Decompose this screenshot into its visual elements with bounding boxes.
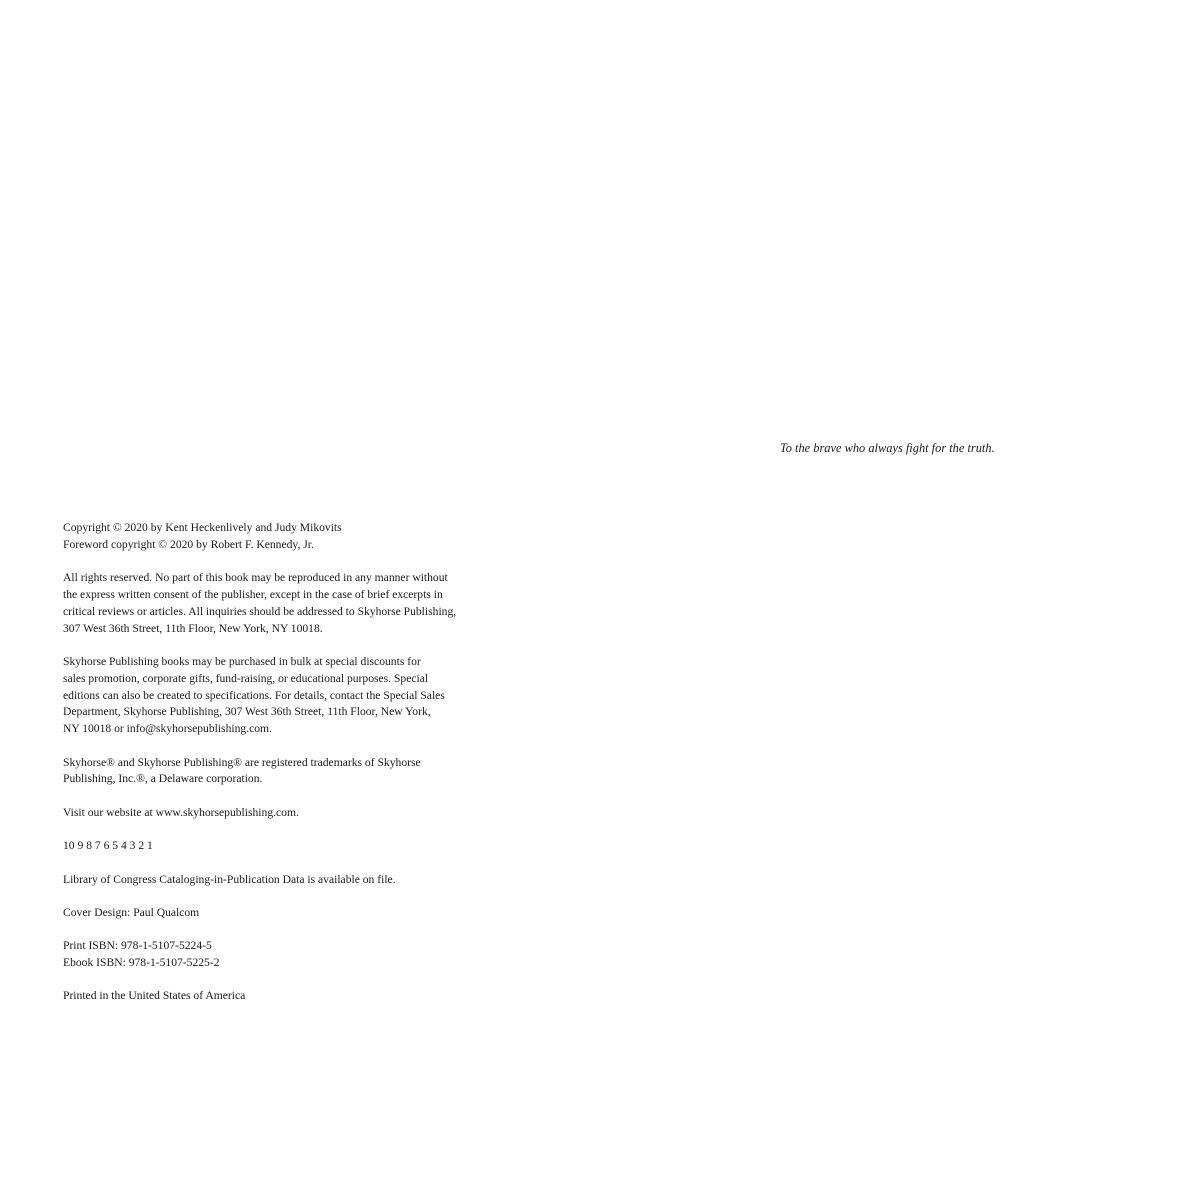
- trademark-paragraph: [63, 755, 533, 789]
- text-line: NY 10018 or info@skyhorsepublishing.com.: [63, 722, 272, 736]
- text-line: editions can also be created to specifications. For details, contact the Special Sales: [63, 688, 445, 702]
- ebook-isbn-line: Ebook ISBN: 978-1-5107-5225-2: [63, 956, 220, 970]
- rights-reserved-paragraph: [63, 570, 533, 637]
- cover-design-line: [63, 905, 533, 922]
- text-line: critical reviews or articles. All inquiries should be addressed to Skyhorse Publishing,: [63, 604, 457, 618]
- foreword-copyright-line: Foreword copyright © 2020 by Robert F. Kennedy, Jr.: [63, 537, 314, 551]
- copyright-notice: [63, 520, 533, 554]
- printing-line: [63, 838, 533, 855]
- cip-data-line: [63, 872, 533, 889]
- text-line: Library of Congress Cataloging-in-Publication Data is available on file.: [63, 872, 396, 886]
- text-line: Skyhorse® and Skyhorse Publishing® are registered trademarks of Skyhorse: [63, 755, 421, 769]
- text-line: Skyhorse Publishing books may be purchased in bulk at special discounts for: [63, 654, 421, 668]
- text-line: Publishing, Inc.®, a Delaware corporation.: [63, 772, 263, 786]
- text-line: Department, Skyhorse Publishing, 307 West 36th Street, 11th Floor, New York,: [63, 705, 431, 719]
- website-line: [63, 805, 533, 822]
- printed-in-line: [63, 988, 533, 1005]
- text-line: Cover Design: Paul Qualcom: [63, 905, 200, 919]
- dedication: To the brave who always fight for the truth.: [780, 441, 995, 455]
- text-line: Printed in the United States of America: [63, 989, 246, 1003]
- text-line: 10 9 8 7 6 5 4 3 2 1: [63, 839, 153, 853]
- text-line: Visit our website at www.skyhorsepublishing.com.: [63, 805, 299, 819]
- text-line: All rights reserved. No part of this book may be reproduced in any manner without: [63, 571, 448, 585]
- text-line: the express written consent of the publisher, except in the case of brief excerpts in: [63, 587, 443, 601]
- text-line: 307 West 36th Street, 11th Floor, New York, NY 10018.: [63, 621, 323, 635]
- print-isbn-line: Print ISBN: 978-1-5107-5224-5: [63, 939, 212, 953]
- copyright-line: Copyright © 2020 by Kent Heckenlively and Judy Mikovits: [63, 521, 342, 534]
- copyright-page: [63, 520, 533, 1022]
- bulk-sales-paragraph: [63, 654, 533, 738]
- text-line: sales promotion, corporate gifts, fund-raising, or educational purposes. Special: [63, 671, 429, 685]
- isbn-block: [63, 938, 533, 972]
